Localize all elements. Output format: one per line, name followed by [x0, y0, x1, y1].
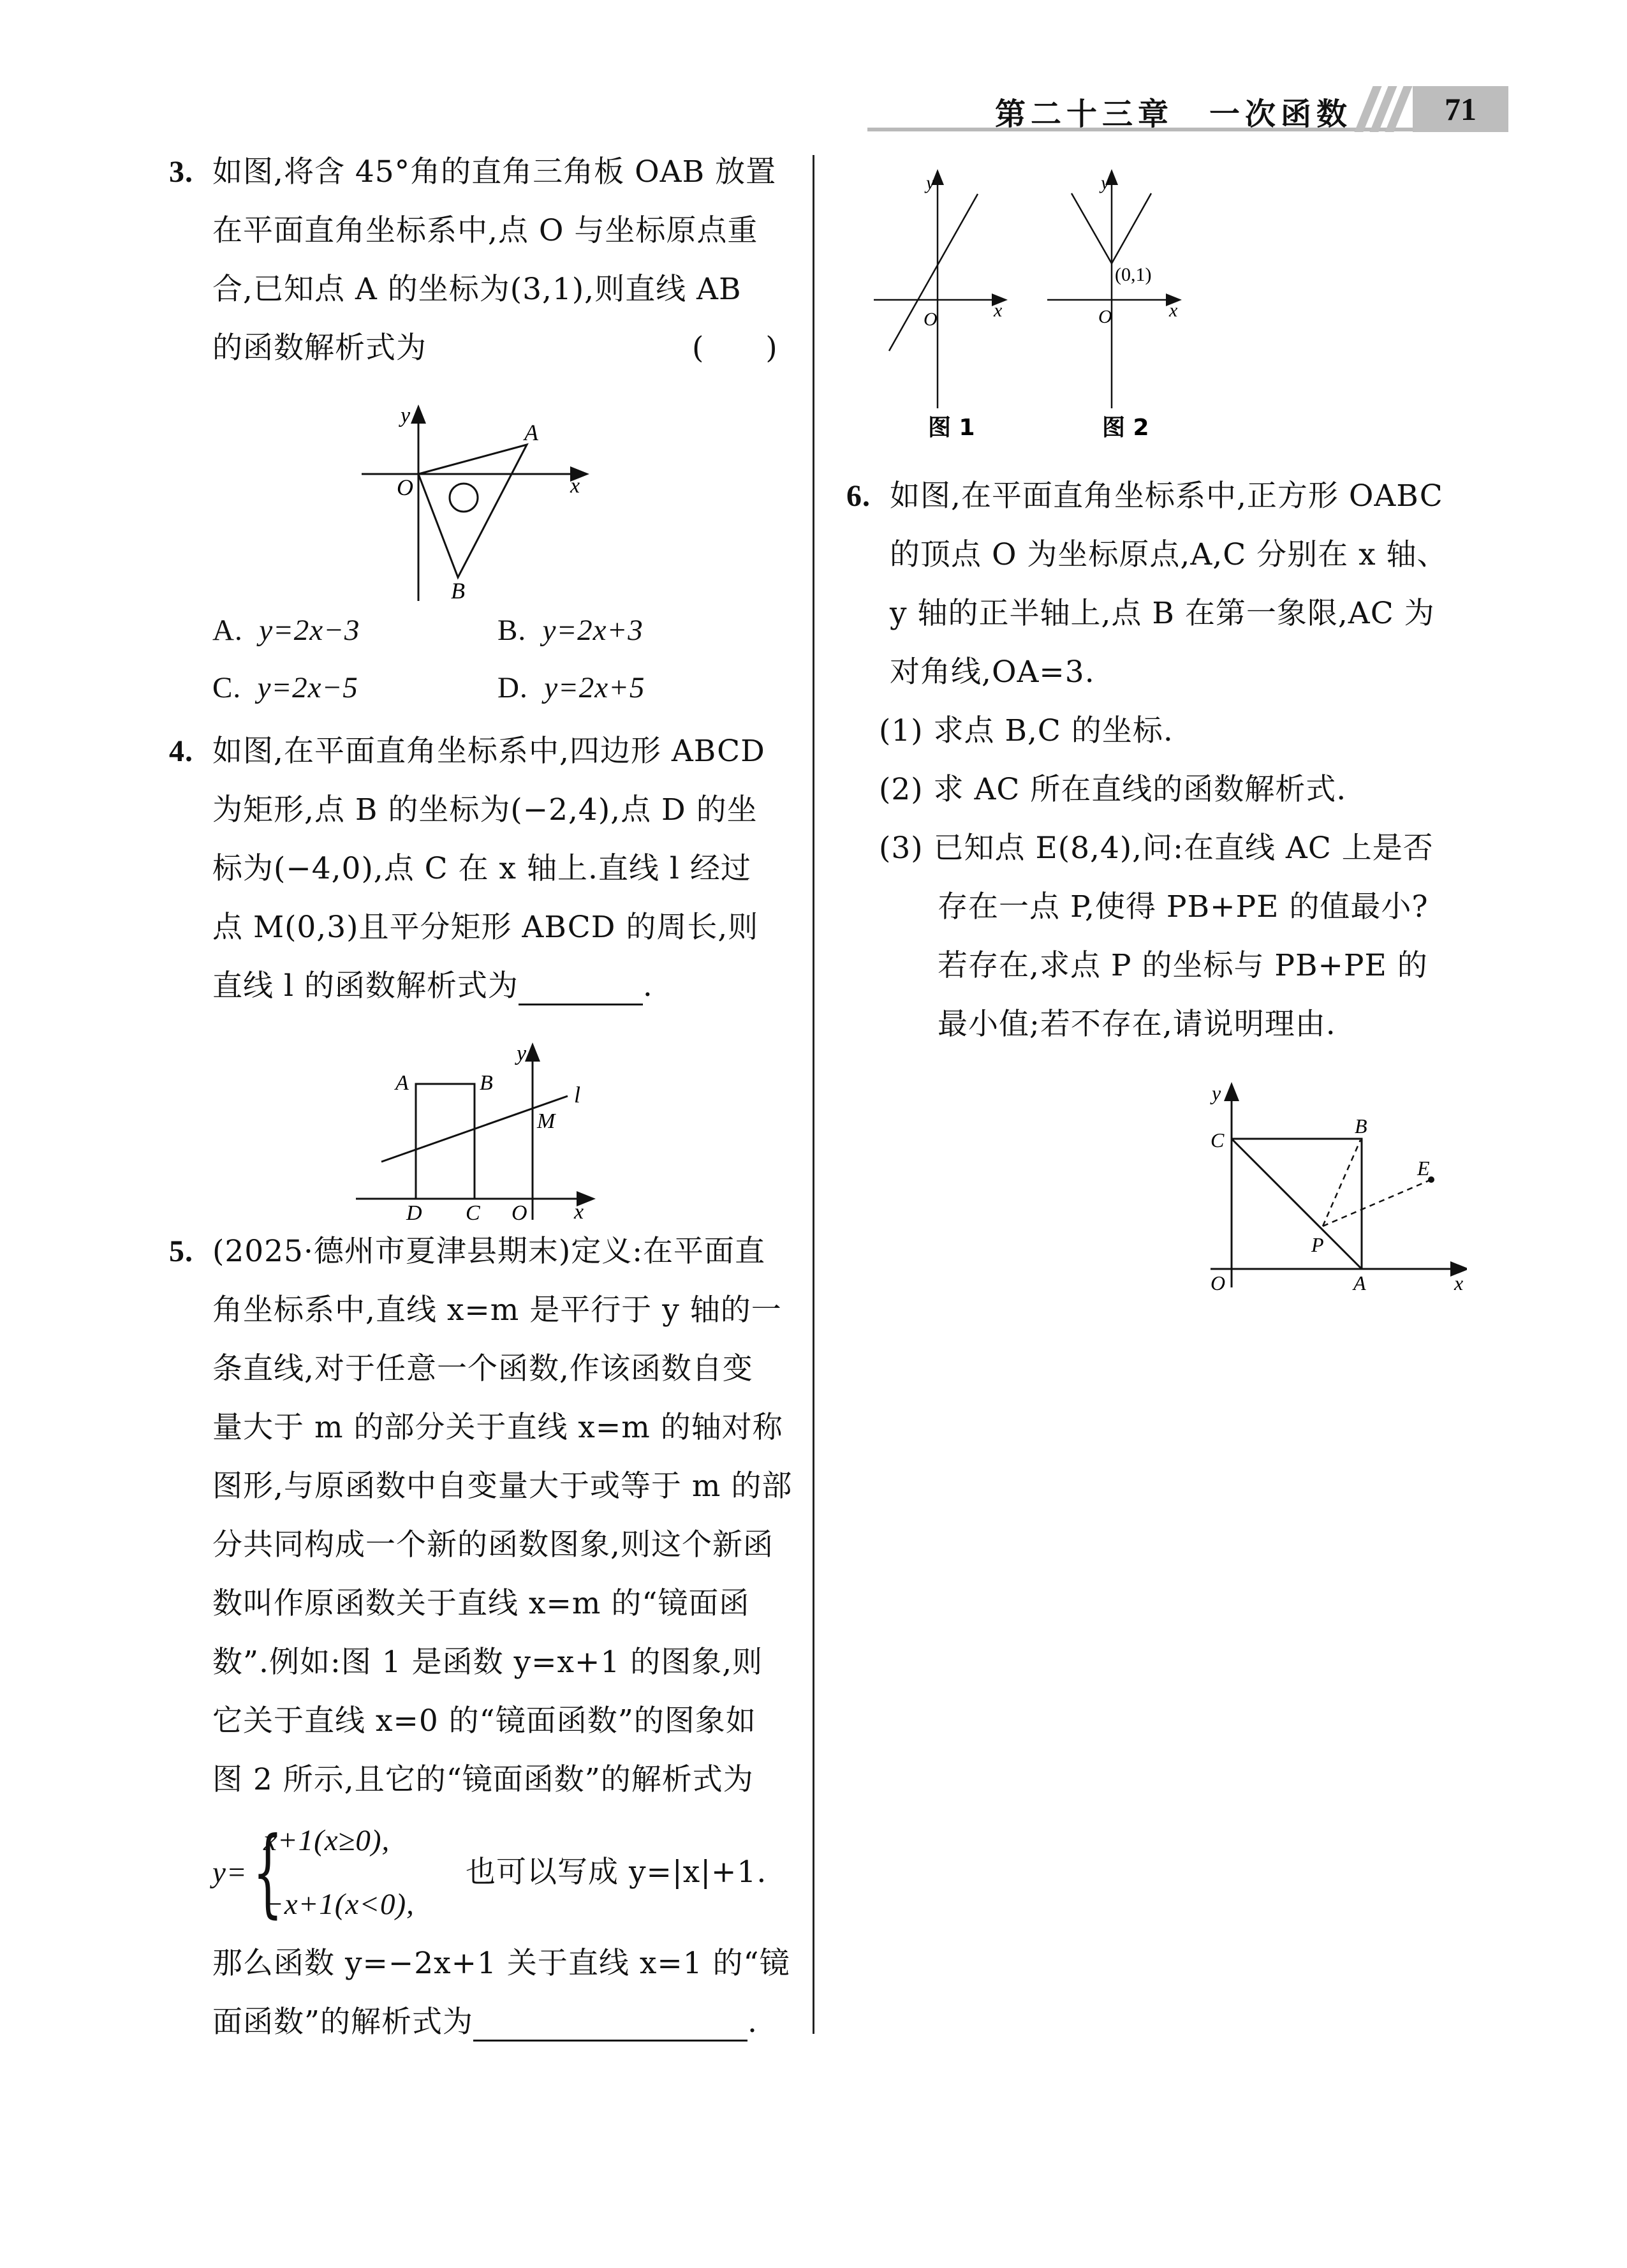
- label-a: A: [524, 420, 538, 445]
- rectangle-abcd: [416, 1084, 475, 1199]
- answer-parentheses: ( ): [692, 330, 778, 366]
- question-text-line: 如图,在平面直角坐标系中,四边形 ABCD: [212, 734, 765, 769]
- label-y: y: [401, 404, 411, 427]
- triangle-hole: [450, 484, 478, 512]
- question-text-line: 它关于直线 x=0 的“镜面函数”的图象如: [212, 1703, 756, 1738]
- label-a: A: [1353, 1271, 1366, 1294]
- triangle-oab: [418, 445, 527, 577]
- question-text-line: (2025·德州市夏津县期末)定义:在平面直: [212, 1234, 766, 1269]
- question-text-line: 的函数解析式为: [212, 330, 427, 366]
- question-number: 4.: [169, 734, 193, 768]
- piecewise-case-2: −x+1(x<0),: [263, 1888, 415, 1921]
- piecewise-case-1: x+1(x≥0),: [263, 1824, 390, 1857]
- answer-blank[interactable]: [473, 2012, 747, 2042]
- question-number: 6.: [846, 479, 871, 513]
- label-y: y: [1212, 1081, 1221, 1104]
- column-divider: [813, 155, 814, 2034]
- question-text-line: 数”.例如:图 1 是函数 y=x+1 的图象,则: [212, 1645, 763, 1680]
- label-o: O: [512, 1201, 527, 1225]
- option-label: A.: [212, 614, 243, 647]
- question-text-line: 条直线,对于任意一个函数,作该函数自变: [212, 1351, 753, 1386]
- option-expr: y=2x−3: [259, 614, 360, 647]
- label-b: B: [451, 578, 465, 604]
- label-o: O: [924, 309, 938, 330]
- label-p: P: [1311, 1233, 1324, 1256]
- question-text-line: 图 2 所示,且它的“镜面函数”的解析式为: [212, 1762, 754, 1797]
- brace: {: [253, 1817, 283, 1928]
- piecewise-lhs: y=: [212, 1856, 247, 1889]
- label-x: x: [570, 474, 580, 498]
- page-number: 71: [1445, 91, 1476, 127]
- option-a[interactable]: [212, 611, 360, 649]
- option-label: C.: [212, 671, 242, 704]
- question-text-line: 标为(−4,0),点 C 在 x 轴上.直线 l 经过: [212, 851, 751, 886]
- option-expr: y=2x+5: [544, 671, 645, 704]
- question-text-line: 点 M(0,3)且平分矩形 ABCD 的周长,则: [212, 910, 759, 945]
- question-text: 面函数”的解析式为: [212, 2005, 474, 2040]
- option-label: D.: [497, 671, 528, 704]
- q5-figures: [861, 153, 1448, 459]
- sub-question-3-cont: 最小值;若不存在,请说明理由.: [938, 1007, 1336, 1042]
- option-d[interactable]: [497, 669, 645, 707]
- label-x: x: [1169, 300, 1178, 321]
- piecewise-tail: 也可以写成 y=|x|+1.: [466, 1855, 767, 1890]
- label-d: D: [406, 1201, 422, 1225]
- end-mark: .: [747, 2005, 758, 2040]
- figure-1: [874, 172, 1005, 408]
- answer-blank[interactable]: [519, 975, 643, 1005]
- option-label: B.: [497, 614, 527, 647]
- label-o: O: [397, 475, 413, 500]
- question-text-line: 的顶点 O 为坐标原点,A,C 分别在 x 轴、: [890, 537, 1448, 572]
- question-text-line: 如图,将含 45°角的直角三角板 OAB 放置: [212, 154, 777, 189]
- question-text-line: 量大于 m 的部分关于直线 x=m 的轴对称: [212, 1410, 783, 1445]
- sub-question-3-cont: 若存在,求点 P 的坐标与 PB+PE 的: [938, 948, 1428, 983]
- question-text-line: 分共同构成一个新的函数图象,则这个新函: [212, 1527, 774, 1562]
- label-e: E: [1417, 1157, 1430, 1180]
- sub-question-2: (2) 求 AC 所在直线的函数解析式.: [879, 772, 1347, 807]
- option-b[interactable]: [497, 611, 644, 649]
- figure-2: [1047, 172, 1179, 408]
- label-b: B: [480, 1071, 493, 1095]
- label-b: B: [1355, 1115, 1367, 1138]
- question-text-line: 那么函数 y=−2x+1 关于直线 x=1 的“镜: [212, 1946, 790, 1981]
- sub-question-1: (1) 求点 B,C 的坐标.: [879, 713, 1174, 748]
- label-x: x: [994, 300, 1003, 321]
- label-y: y: [1101, 172, 1110, 193]
- option-expr: y=2x−5: [257, 671, 358, 704]
- label-y: y: [517, 1042, 527, 1065]
- label-o: O: [1211, 1271, 1226, 1294]
- option-expr: y=2x+3: [542, 614, 644, 647]
- segment-pe: [1323, 1180, 1431, 1226]
- sub-question-3-cont: 存在一点 P,使得 PB+PE 的值最小?: [938, 889, 1429, 924]
- q6-figure: [1186, 1065, 1467, 1301]
- label-c: C: [1211, 1129, 1225, 1152]
- question-text-line: 如图,在平面直角坐标系中,正方形 OABC: [890, 478, 1443, 514]
- question-text-line: 图形,与原函数中自变量大于或等于 m 的部: [212, 1469, 793, 1504]
- question-text-line: [212, 2003, 758, 2042]
- label-a: A: [395, 1071, 409, 1095]
- label-m: M: [537, 1109, 556, 1133]
- label-x: x: [574, 1200, 584, 1224]
- q3-figure: [344, 383, 600, 612]
- label-o: O: [1098, 306, 1112, 327]
- question-text-line: 角坐标系中,直线 x=m 是平行于 y 轴的一: [212, 1293, 782, 1328]
- question-text-line: 为矩形,点 B 的坐标为(−2,4),点 D 的坐: [212, 792, 758, 827]
- label-y: y: [926, 172, 935, 193]
- question-text-line: [212, 967, 653, 1005]
- diagonal-ac: [1232, 1139, 1362, 1269]
- q4-figure: [338, 1014, 606, 1231]
- option-c[interactable]: [212, 669, 358, 707]
- question-text-line: 对角线,OA=3.: [890, 655, 1095, 690]
- question-text-line: 在平面直角坐标系中,点 O 与坐标原点重: [212, 213, 758, 248]
- question-text-line: 数叫作原函数关于直线 x=m 的“镜面函: [212, 1586, 750, 1621]
- figure-1-caption: 图 1: [928, 415, 975, 441]
- question-text: 直线 l 的函数解析式为: [212, 968, 519, 1004]
- label-l: l: [574, 1082, 581, 1108]
- question-number: 5.: [169, 1234, 193, 1268]
- question-text-line: 合,已知点 A 的坐标为(3,1),则直线 AB: [212, 272, 742, 307]
- figure-2-caption: 图 2: [1102, 415, 1149, 441]
- label-vertex: (0,1): [1115, 264, 1152, 285]
- label-x: x: [1454, 1271, 1464, 1294]
- end-mark: .: [642, 968, 653, 1004]
- label-c: C: [466, 1201, 480, 1225]
- chapter-title: 第二十三章 一次函数: [995, 96, 1353, 132]
- question-text-line: y 轴的正半轴上,点 B 在第一象限,AC 为: [890, 596, 1435, 631]
- sub-question-3: (3) 已知点 E(8,4),问:在直线 AC 上是否: [879, 831, 1434, 866]
- question-number: 3.: [169, 155, 193, 189]
